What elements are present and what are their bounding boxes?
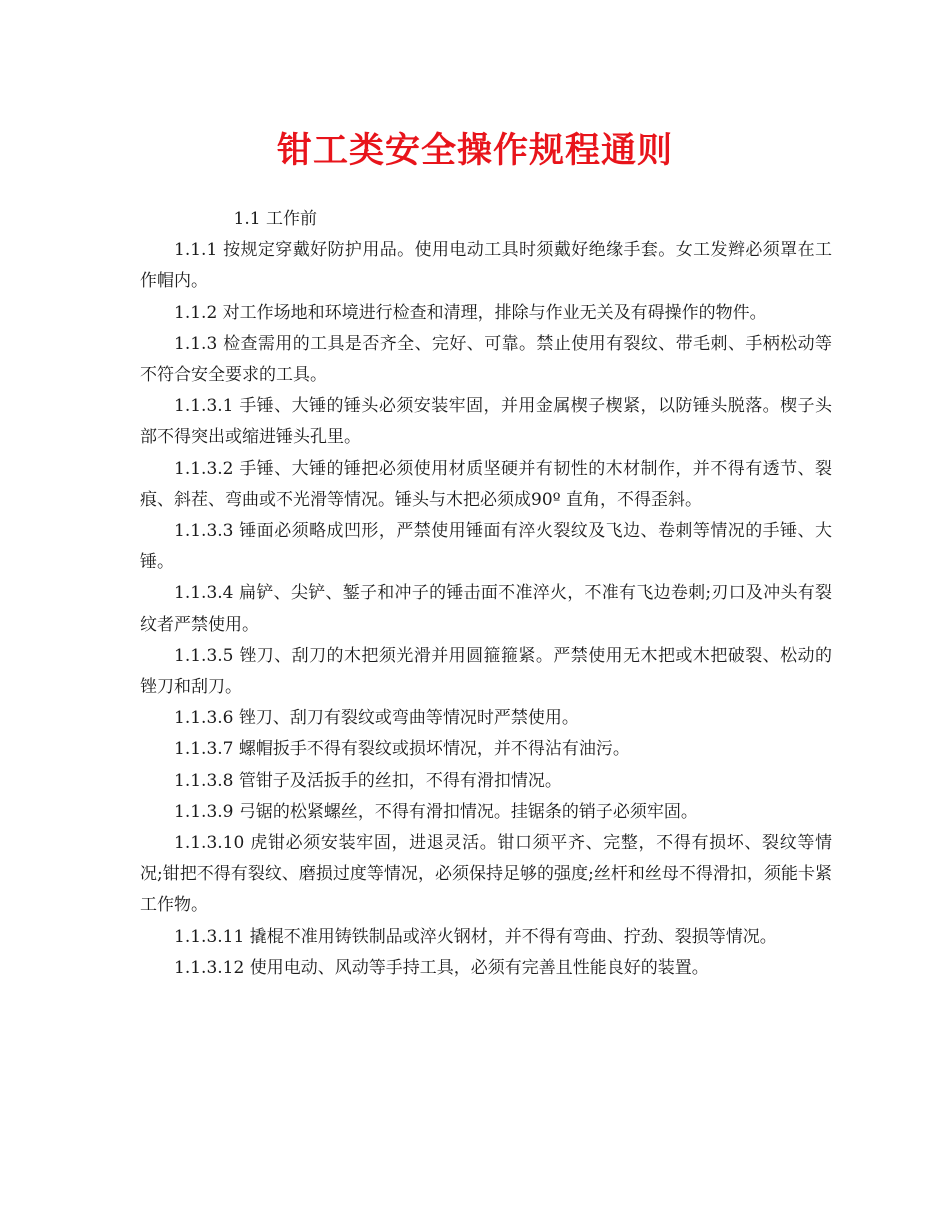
paragraph-1-1-3-3: 1.1.3.3 锤面必须略成凹形，严禁使用锤面有淬火裂纹及飞边、卷刺等情况的手锤、大锤。 xyxy=(140,521,832,573)
paragraph-1-1-3-12: 1.1.3.12 使用电动、风动等手持工具，必须有完善且性能良好的装置。 xyxy=(174,957,709,978)
paragraph-1-1-3-10: 1.1.3.10 虎钳必须安装牢固，进退灵活。钳口须平齐、完整，不得有损坏、裂纹等情况;钳把不得有裂纹、磨损过度等情况，必须保持足够的强度;丝杆和丝母不得滑扣，须能卡紧工作物。 xyxy=(140,833,832,916)
paragraph-1-1-3-1: 1.1.3.1 手锤、大锤的锤头必须安装牢固，并用金属楔子楔紧，以防锤头脱落。楔子头部不得突出或缩进锤头孔里。 xyxy=(140,396,832,448)
paragraph-1-1-2: 1.1.2 对工作场地和环境进行检查和清理，排除与作业无关及有碍操作的物件。 xyxy=(174,302,767,323)
paragraph-1-1-3-7: 1.1.3.7 螺帽扳手不得有裂纹或损坏情况，并不得沾有油污。 xyxy=(174,739,630,760)
paragraph-1-1-3-6: 1.1.3.6 锉刀、刮刀有裂纹或弯曲等情况时严禁使用。 xyxy=(174,708,579,729)
paragraph-1-1-3-2: 1.1.3.2 手锤、大锤的锤把必须使用材质坚硬并有韧性的木材制作，并不得有透节、裂痕、斜茬、弯曲或不光滑等情况。锤头与木把必须成90º 直角，不得歪斜。 xyxy=(140,458,832,510)
paragraph-1-1-3-9: 1.1.3.9 弓锯的松紧螺丝，不得有滑扣情况。挂锯条的销子必须牢固。 xyxy=(174,801,698,822)
paragraph-1-1-3-5: 1.1.3.5 锉刀、刮刀的木把须光滑并用圆箍箍紧。严禁使用无木把或木把破裂、松动的锉刀和刮刀。 xyxy=(140,645,832,698)
paragraph-1-1-3-4: 1.1.3.4 扁铲、尖铲、錾子和冲子的锤击面不准淬火，不准有飞边卷刺;刃口及冲头有裂纹者严禁使用。 xyxy=(140,583,832,635)
document-body xyxy=(140,204,832,984)
paragraph-1-1-3-8: 1.1.3.8 管钳子及活扳手的丝扣，不得有滑扣情况。 xyxy=(174,770,562,791)
paragraph-1-1-3: 1.1.3 检查需用的工具是否齐全、完好、可靠。禁止使用有裂纹、带毛刺、手柄松动等不符合安全要求的工具。 xyxy=(140,333,832,386)
document-title: 钳工类安全操作规程通则 xyxy=(276,130,673,171)
paragraph-1-1-1: 1.1.1 按规定穿戴好防护用品。使用电动工具时须戴好绝缘手套。女工发辫必须罩在工作帽内。 xyxy=(140,240,832,292)
section-heading: 1.1 工作前 xyxy=(233,209,317,229)
paragraph-1-1-3-11: 1.1.3.11 撬棍不准用铸铁制品或淬火钢材，并不得有弯曲、拧劲、裂损等情况。 xyxy=(174,926,777,947)
